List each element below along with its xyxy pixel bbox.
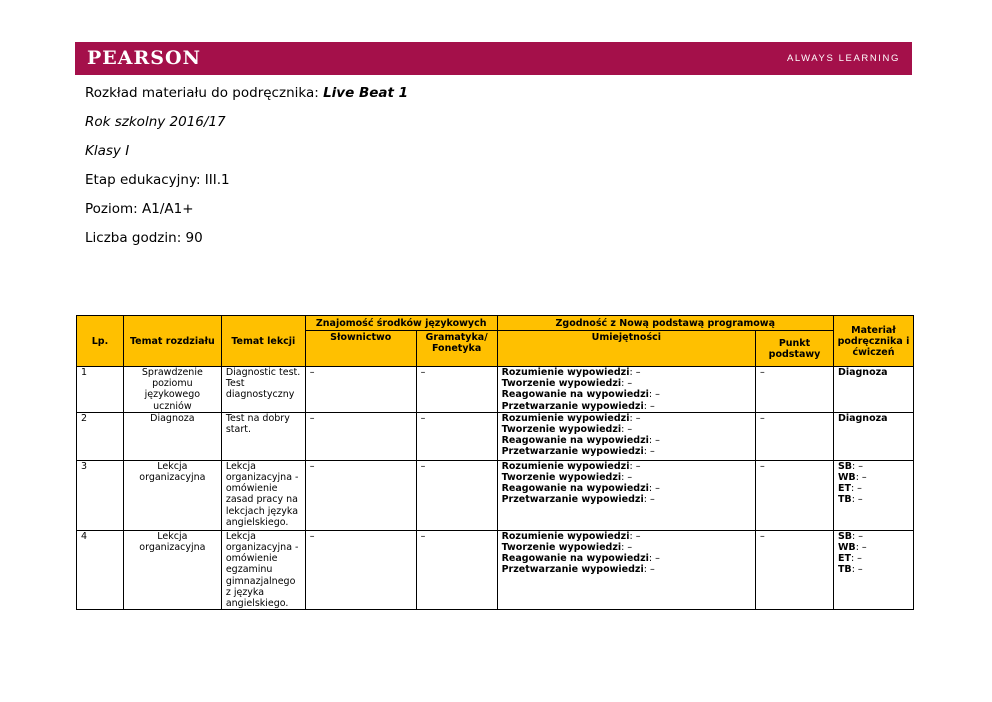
skill-line: Tworzenie wypowiedzi: –: [501, 378, 633, 390]
vocabulary-cell: –: [305, 412, 416, 460]
skill-value: –: [649, 564, 655, 576]
core-point-cell: –: [756, 530, 834, 609]
level: Poziom: A1/A1+: [85, 201, 194, 217]
skills-cell: [497, 412, 755, 460]
skill-value: –: [635, 412, 641, 424]
skill-label: Przetwarzanie wypowiedzi: [501, 446, 644, 458]
chapter-topic-cell: Diagnoza: [123, 412, 221, 460]
grammar-cell: –: [416, 367, 497, 413]
skill-label: Tworzenie wypowiedzi: [501, 472, 622, 484]
skill-value: –: [649, 446, 655, 458]
skill-label: Reagowanie na wypowiedzi: [501, 553, 649, 565]
header-core-point: Punkt podstawy: [756, 331, 834, 367]
header-material: Materiał podręcznika i ćwiczeń: [833, 316, 913, 367]
hours-count: Liczba godzin: 90: [85, 230, 203, 246]
material-key: WB: [837, 472, 856, 484]
tagline: ALWAYS LEARNING: [786, 53, 900, 64]
grammar-cell: –: [416, 412, 497, 460]
skill-line: Reagowanie na wypowiedzi: –: [501, 483, 660, 495]
skill-label: Tworzenie wypowiedzi: [501, 542, 622, 554]
skill-value: –: [635, 367, 641, 378]
core-point-cell: –: [756, 460, 834, 530]
skill-line: Reagowanie na wypowiedzi: –: [501, 435, 660, 447]
header-skills: Umiejętności: [497, 331, 755, 367]
material-line: Diagnoza: [837, 367, 888, 378]
skill-label: Rozumienie wypowiedzi: [501, 412, 630, 424]
material-line: TB: –: [837, 494, 863, 506]
table-row: [77, 412, 914, 460]
skill-line: Rozumienie wypowiedzi: –: [501, 412, 641, 424]
skill-line: Tworzenie wypowiedzi: –: [501, 424, 633, 436]
material-key: WB: [837, 542, 856, 554]
grammar-cell: –: [416, 460, 497, 530]
lesson-topic-cell: Lekcja organizacyjna - omówienie zasad pracy na lekcjach języka angielskiego.: [221, 460, 305, 530]
chapter-topic-cell: Sprawdzenie poziomu językowego uczniów: [123, 367, 221, 413]
vocabulary-cell: –: [305, 530, 416, 609]
skill-value: –: [649, 400, 655, 412]
skill-line: Przetwarzanie wypowiedzi: –: [501, 494, 655, 506]
skill-value: –: [635, 460, 641, 472]
skill-label: Rozumienie wypowiedzi: [501, 367, 630, 378]
material-line: Diagnoza: [837, 412, 888, 424]
material-line: TB: –: [837, 564, 863, 576]
skill-value: –: [655, 389, 660, 401]
header-grammar: Gramatyka/ Fonetyka: [416, 331, 497, 367]
skill-value: –: [655, 553, 660, 565]
skill-line: Przetwarzanie wypowiedzi: –: [501, 400, 655, 412]
skill-label: Tworzenie wypowiedzi: [501, 424, 622, 436]
header-curriculum-compliance: Zgodność z Nową podstawą programową: [497, 316, 833, 331]
vocabulary-cell: –: [305, 460, 416, 530]
document-title: [85, 85, 408, 101]
skill-value: –: [627, 472, 633, 484]
row-number: 2: [77, 412, 124, 460]
chapter-topic-cell: Lekcja organizacyjna: [123, 530, 221, 609]
header-lp: Lp.: [77, 316, 124, 367]
material-key: TB: [837, 494, 852, 506]
skill-line: Reagowanie na wypowiedzi: –: [501, 389, 660, 401]
skill-value: –: [627, 542, 633, 554]
row-number: 3: [77, 460, 124, 530]
skill-line: Rozumienie wypowiedzi: –: [501, 460, 641, 472]
skills-cell: [497, 367, 755, 413]
header-lesson-topic: Temat lekcji: [221, 316, 305, 367]
material-cell: [833, 412, 913, 460]
material-cell: [833, 367, 913, 413]
material-key: TB: [837, 564, 852, 576]
skills-cell: [497, 530, 755, 609]
skill-line: Rozumienie wypowiedzi: –: [501, 367, 641, 378]
core-point-cell: –: [756, 367, 834, 413]
row-number: 1: [77, 367, 124, 413]
skill-label: Tworzenie wypowiedzi: [501, 378, 622, 390]
skill-value: –: [627, 424, 633, 436]
skill-label: Reagowanie na wypowiedzi: [501, 435, 649, 447]
pearson-logo: PEARSON: [87, 47, 201, 69]
skill-label: Przetwarzanie wypowiedzi: [501, 494, 644, 506]
material-line: SB: –: [837, 530, 864, 542]
skill-value: –: [635, 530, 641, 542]
pearson-banner: [75, 42, 912, 75]
table-row: [77, 367, 914, 413]
skill-label: Rozumienie wypowiedzi: [501, 530, 630, 542]
material-key: ET: [837, 483, 851, 495]
skill-value: –: [655, 435, 660, 447]
skill-label: Reagowanie na wypowiedzi: [501, 483, 649, 495]
material-line: WB: –: [837, 542, 867, 554]
skill-label: Rozumienie wypowiedzi: [501, 460, 630, 472]
material-cell: [833, 460, 913, 530]
row-number: 4: [77, 530, 124, 609]
header-language-knowledge: Znajomość środków językowych: [305, 316, 497, 331]
lesson-topic-cell: Test na dobry start.: [221, 412, 305, 460]
skill-line: Tworzenie wypowiedzi: –: [501, 542, 633, 554]
lesson-topic-cell: Lekcja organizacyjna - omówienie egzaminu gimnazjalnego z języka angielskiego.: [221, 530, 305, 609]
material-line: ET: –: [837, 483, 862, 495]
material-key: SB: [837, 460, 853, 472]
skill-value: –: [649, 494, 655, 506]
vocabulary-cell: –: [305, 367, 416, 413]
education-stage: Etap edukacyjny: III.1: [85, 172, 230, 188]
skill-label: Przetwarzanie wypowiedzi: [501, 564, 644, 576]
skill-line: Reagowanie na wypowiedzi: –: [501, 553, 660, 565]
curriculum-table: [76, 315, 914, 610]
material-key: ET: [837, 553, 851, 565]
class-level: Klasy I: [85, 143, 130, 159]
skill-line: Przetwarzanie wypowiedzi: –: [501, 446, 655, 458]
skills-cell: [497, 460, 755, 530]
skill-line: Rozumienie wypowiedzi: –: [501, 530, 641, 542]
grammar-cell: –: [416, 530, 497, 609]
header-chapter-topic: Temat rozdziału: [123, 316, 221, 367]
lesson-topic-cell: Diagnostic test. Test diagnostyczny: [221, 367, 305, 413]
book-title: Live Beat 1: [323, 85, 409, 101]
skill-line: Przetwarzanie wypowiedzi: –: [501, 564, 655, 576]
table-row: [77, 460, 914, 530]
skill-line: Tworzenie wypowiedzi: –: [501, 472, 633, 484]
material-cell: [833, 530, 913, 609]
table-row: [77, 530, 914, 609]
material-line: ET: –: [837, 553, 862, 565]
skill-label: Przetwarzanie wypowiedzi: [501, 400, 644, 412]
school-year: Rok szkolny 2016/17: [85, 114, 226, 130]
material-line: SB: –: [837, 460, 864, 472]
material-key: SB: [837, 530, 853, 542]
skill-label: Reagowanie na wypowiedzi: [501, 389, 649, 401]
title-prefix: Rozkład materiału do podręcznika:: [85, 85, 324, 101]
header-vocabulary: Słownictwo: [305, 331, 416, 367]
skill-value: –: [627, 378, 633, 390]
material-line: WB: –: [837, 472, 867, 484]
skill-value: –: [655, 483, 660, 495]
core-point-cell: –: [756, 412, 834, 460]
chapter-topic-cell: Lekcja organizacyjna: [123, 460, 221, 530]
